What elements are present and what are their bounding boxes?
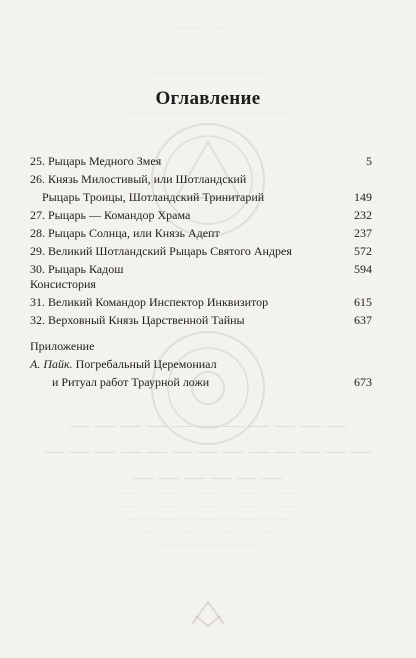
section-heading: Консистория — [30, 277, 96, 291]
ghost-line: — — — — — — — — — — — — — — — [123, 108, 293, 118]
toc-entry-page: 594 — [354, 262, 372, 276]
toc-entry — [30, 152, 372, 170]
toc-section-consistory — [30, 275, 372, 329]
toc-entry — [30, 311, 372, 329]
toc-entry-title: 29. Великий Шотландский Рыцарь Святого Андрея — [30, 244, 292, 258]
ghost-heading: — — — — — — — — — — — — — — — — — — — — — — — — — — — — — — — [44, 414, 372, 488]
toc-entry-title: 26. Князь Милостивый, или Шотландский Рыцарь Троицы, Шотландский Тринитарий — [30, 172, 265, 204]
toc-entry — [30, 206, 372, 224]
toc-entry-page: 637 — [354, 313, 372, 327]
section-heading: Приложение — [30, 339, 95, 353]
ghost-paragraph: — — — — — — — — — — — — — — — — — — — — — — — — — — — — — — — — — — — — — — — — — — — — — — — — — — — — — — — — — — — — — — — — — — — — — — — — — — — — [119, 488, 297, 549]
toc-entry-page: 232 — [354, 208, 372, 222]
toc-entry — [30, 242, 372, 260]
toc-entry — [30, 170, 372, 206]
toc-entry-page: 149 — [354, 190, 372, 204]
toc-section-appendix — [30, 337, 372, 391]
toc-entry-page: 237 — [354, 226, 372, 240]
toc-section-degrees — [30, 152, 372, 278]
toc-entry — [30, 293, 372, 311]
toc-entry-title: 28. Рыцарь Солнца, или Князь Адепт — [30, 226, 220, 240]
ghost-line: — — — — — — — — — — — [148, 68, 268, 78]
ghost-square-compass-icon — [188, 598, 228, 628]
toc-entry-page: 5 — [366, 154, 372, 168]
author-name: А. Пайк. — [30, 357, 73, 371]
toc-entry-page: 572 — [354, 244, 372, 258]
toc-entry-title: 32. Верховный Князь Царственной Тайны — [30, 313, 245, 327]
toc-entry-title: 30. Рыцарь Кадош — [30, 262, 124, 276]
toc-entry-title: 25. Рыцарь Медного Змея — [30, 154, 162, 168]
page-title: Оглавление — [155, 88, 261, 109]
toc-entry — [30, 224, 372, 242]
toc-entry-title: 31. Великий Командор Инспектор Инквизитор — [30, 295, 269, 309]
toc-entry — [30, 355, 372, 391]
toc-entry-title: А. Пайк. Погребальный Церемониал и Ритуал работ Траурной ложи — [30, 357, 217, 389]
ghost-line: — — — — — — [178, 22, 238, 32]
toc-entry-title: 27. Рыцарь — Командор Храма — [30, 208, 191, 222]
toc-entry-page: 673 — [354, 375, 372, 389]
toc-entry-page: 615 — [354, 295, 372, 309]
